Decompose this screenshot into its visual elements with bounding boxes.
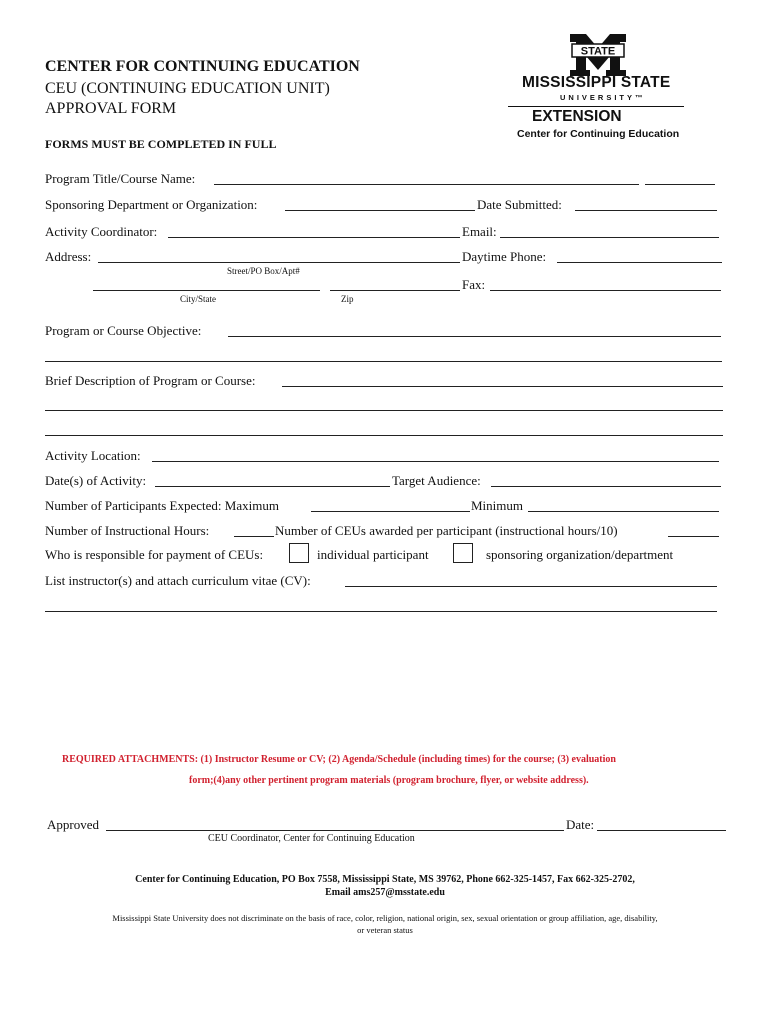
daytime-phone-label: Daytime Phone: bbox=[462, 249, 547, 264]
logo-university: UNIVERSITY™ bbox=[560, 93, 643, 102]
logo-center: Center for Continuing Education bbox=[517, 128, 680, 140]
maximum-line[interactable] bbox=[311, 511, 470, 512]
footer-disclaimer-2: or veteran status bbox=[357, 925, 413, 935]
target-audience-line[interactable] bbox=[491, 486, 721, 487]
city-state-line[interactable] bbox=[93, 290, 320, 291]
description-label: Brief Description of Program or Course: bbox=[45, 373, 256, 388]
footer-disclaimer: Mississippi State University does not discriminate on the basis of race, color, religion, national origin, sex, sexual orientation or group affiliation, age, disability, bbox=[112, 913, 658, 923]
instructional-hours-label: Number of Instructional Hours: bbox=[45, 523, 210, 538]
program-title-label: Program Title/Course Name: bbox=[45, 171, 196, 186]
zip-hint: Zip bbox=[341, 294, 354, 304]
organization-checkbox[interactable] bbox=[453, 543, 473, 563]
program-title-line-2[interactable] bbox=[645, 184, 715, 185]
target-audience-label: Target Audience: bbox=[392, 473, 481, 488]
date-submitted-line[interactable] bbox=[575, 210, 717, 211]
form-subtitle: CEU (CONTINUING EDUCATION UNIT) bbox=[45, 80, 330, 97]
ceus-label: Number of CEUs awarded per participant (instructional hours/10) bbox=[275, 523, 618, 538]
sponsoring-label: Sponsoring Department or Organization: bbox=[45, 197, 258, 212]
logo-name: MISSISSIPPI STATE bbox=[522, 74, 671, 91]
instructors-line[interactable] bbox=[345, 586, 717, 587]
required-attachments-line-2: form;(4)any other pertinent program materials (program brochure, flyer, or website address). bbox=[189, 775, 589, 786]
instructional-hours-line[interactable] bbox=[234, 536, 274, 537]
fax-label: Fax: bbox=[462, 277, 486, 292]
participants-label: Number of Participants Expected: Maximum bbox=[45, 498, 279, 513]
approved-signature-line[interactable] bbox=[106, 830, 564, 831]
coordinator-line[interactable] bbox=[168, 237, 460, 238]
dates-label: Date(s) of Activity: bbox=[45, 473, 147, 488]
logo-badge-text: STATE bbox=[580, 45, 616, 58]
individual-checkbox[interactable] bbox=[289, 543, 309, 563]
objective-line[interactable] bbox=[228, 336, 721, 337]
dates-line[interactable] bbox=[155, 486, 390, 487]
date-submitted-label: Date Submitted: bbox=[477, 197, 562, 212]
city-state-hint: City/State bbox=[180, 294, 216, 304]
objective-line-2[interactable] bbox=[45, 361, 722, 362]
msu-extension-logo bbox=[508, 32, 688, 147]
description-line-2[interactable] bbox=[45, 410, 723, 411]
logo-extension: EXTENSION bbox=[532, 108, 622, 125]
minimum-label: Minimum bbox=[471, 498, 524, 513]
address-label: Address: bbox=[45, 249, 92, 264]
approval-date-line[interactable] bbox=[597, 830, 726, 831]
approval-date-label: Date: bbox=[566, 817, 595, 832]
instructors-label: List instructor(s) and attach curriculum vitae (CV): bbox=[45, 573, 311, 588]
instructors-line-2[interactable] bbox=[45, 611, 717, 612]
individual-option-label: individual participant bbox=[317, 547, 429, 562]
coordinator-label: Activity Coordinator: bbox=[45, 224, 158, 239]
address-line[interactable] bbox=[98, 262, 460, 263]
form-title: CENTER FOR CONTINUING EDUCATION bbox=[45, 58, 360, 75]
completion-notice: FORMS MUST BE COMPLETED IN FULL bbox=[45, 137, 277, 151]
minimum-line[interactable] bbox=[528, 511, 719, 512]
email-line[interactable] bbox=[500, 237, 719, 238]
email-label: Email: bbox=[462, 224, 497, 239]
required-attachments-line-1: REQUIRED ATTACHMENTS: (1) Instructor Resume or CV; (2) Agenda/Schedule (including times) for the course; (3) evaluation bbox=[62, 754, 616, 765]
form-subtitle-2: APPROVAL FORM bbox=[45, 100, 177, 117]
objective-label: Program or Course Objective: bbox=[45, 323, 202, 338]
location-label: Activity Location: bbox=[45, 448, 141, 463]
daytime-phone-line[interactable] bbox=[557, 262, 722, 263]
ceus-line[interactable] bbox=[668, 536, 719, 537]
approver-title: CEU Coordinator, Center for Continuing Education bbox=[208, 833, 415, 844]
footer-address: Center for Continuing Education, PO Box 7558, Mississippi State, MS 39762, Phone 662-325-1457, Fax 662-325-2702, bbox=[135, 874, 635, 885]
approved-label: Approved bbox=[47, 817, 99, 832]
sponsoring-line[interactable] bbox=[285, 210, 475, 211]
footer-email: Email ams257@msstate.edu bbox=[325, 887, 445, 898]
description-line[interactable] bbox=[282, 386, 723, 387]
description-line-3[interactable] bbox=[45, 435, 723, 436]
logo-divider bbox=[508, 106, 684, 107]
fax-line[interactable] bbox=[490, 290, 721, 291]
location-line[interactable] bbox=[152, 461, 719, 462]
zip-line[interactable] bbox=[330, 290, 460, 291]
program-title-line[interactable] bbox=[214, 184, 639, 185]
organization-option-label: sponsoring organization/department bbox=[486, 547, 674, 562]
street-hint: Street/PO Box/Apt# bbox=[227, 266, 300, 276]
payment-label: Who is responsible for payment of CEUs: bbox=[45, 547, 264, 562]
